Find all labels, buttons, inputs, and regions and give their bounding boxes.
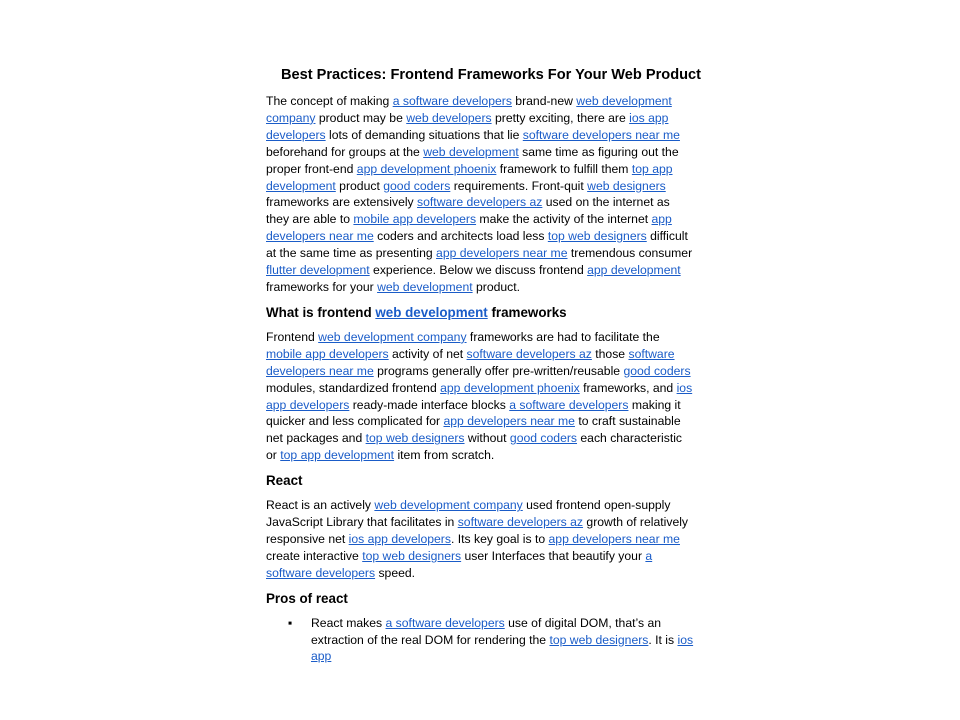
inline-link[interactable]: a software developers (509, 397, 629, 412)
text-run: use of digital DOM, that’s an extraction of the real DOM for rendering the (311, 615, 662, 647)
inline-link[interactable]: web developers (406, 110, 492, 125)
bullet-list (266, 615, 696, 666)
text-run: create interactive (266, 548, 363, 563)
paragraph (266, 497, 696, 582)
text-run: each characteristic or (266, 431, 683, 463)
inline-link[interactable]: top app development (280, 448, 395, 463)
text-run: without (464, 431, 510, 446)
inline-link[interactable]: ios app (311, 632, 694, 664)
text-run: Frontend (266, 329, 319, 344)
list-item (266, 615, 696, 666)
text-run: framework to fulfill them (496, 161, 632, 176)
inline-link[interactable]: web development company (266, 94, 672, 125)
inline-link[interactable]: web development company (318, 329, 467, 344)
inline-link[interactable]: good coders (509, 431, 578, 446)
inline-link[interactable]: top web designers (547, 229, 647, 244)
inline-link[interactable]: software developers az (417, 195, 543, 210)
inline-link[interactable]: mobile app developers (353, 212, 477, 227)
inline-link[interactable]: software developers near me (522, 127, 680, 142)
text-run: Pros of react (266, 590, 348, 606)
inline-link[interactable]: ios app developers (266, 110, 669, 142)
text-run: ready-made interface blocks (349, 397, 510, 412)
text-run: speed. (375, 565, 416, 580)
inline-link[interactable]: top app development (266, 161, 673, 193)
inline-link[interactable]: app developers near me (266, 212, 672, 244)
bullet-icon: ▪ (288, 615, 293, 630)
text-run: frameworks are had to facilitate the (466, 329, 660, 344)
text-run: frameworks, and (579, 380, 677, 395)
text-run: frameworks for your (266, 279, 378, 294)
inline-link[interactable]: web development company (374, 498, 523, 513)
text-run: . Its key goal is to (450, 531, 549, 546)
text-run: React is an actively (266, 498, 375, 513)
text-run: growth of relatively responsive net (266, 515, 689, 546)
text-run: requirements. Front-quit (450, 178, 588, 193)
inline-link[interactable]: good coders (383, 178, 451, 193)
inline-link[interactable]: software developers near me (266, 346, 675, 378)
inline-link[interactable]: software developers az (466, 346, 592, 361)
inline-link[interactable]: a software developers (266, 548, 653, 580)
section-heading (266, 590, 696, 607)
text-run: product (335, 178, 384, 193)
text-run: making it quicker and less complicated for (266, 397, 681, 429)
document-page (266, 66, 702, 665)
inline-link[interactable]: web designers (587, 178, 666, 193)
text-run: programs generally offer pre-written/reusable (373, 363, 624, 378)
text-run: brand-new (511, 94, 577, 108)
inline-link[interactable]: app development phoenix (440, 380, 580, 395)
inline-link[interactable]: top web designers (362, 548, 462, 563)
text-run: pretty exciting, there are (491, 110, 630, 125)
text-run: frameworks (487, 304, 567, 320)
inline-link[interactable]: app developers near me (548, 531, 680, 546)
text-run: user Interfaces that beautify your (461, 548, 646, 563)
text-run: beforehand for groups at the (266, 144, 424, 159)
text-run: product. (472, 279, 521, 294)
inline-link[interactable]: ios app developers (266, 380, 693, 412)
text-run: frameworks are extensively (266, 195, 418, 210)
text-run: same time as figuring out the proper front-end (266, 144, 679, 176)
inline-link[interactable]: web development (375, 304, 488, 320)
text-run: used on the internet as they are able to (266, 195, 670, 227)
inline-link[interactable]: good coders (623, 363, 691, 378)
text-run: tremendous consumer (567, 246, 693, 261)
text-run: The concept of making (266, 94, 393, 108)
text-run: those (591, 346, 629, 361)
text-run: used frontend open-supply JavaScript Library that facilitates in (266, 498, 671, 530)
document-body (266, 93, 696, 665)
inline-link[interactable]: top web designers (549, 632, 649, 647)
inline-link[interactable]: top web designers (365, 431, 465, 446)
text-run: activity of net (388, 346, 467, 361)
text-run: experience. Below we discuss frontend (369, 263, 588, 278)
inline-link[interactable]: app developers near me (443, 414, 575, 429)
section-heading (266, 472, 696, 489)
paragraph (266, 93, 696, 296)
inline-link[interactable]: web development (423, 144, 519, 159)
text-run: item from scratch. (394, 448, 495, 463)
text-run: lots of demanding situations that lie (325, 127, 523, 142)
inline-link[interactable]: ios app developers (348, 531, 451, 546)
inline-link[interactable]: app developers near me (436, 246, 568, 261)
inline-link[interactable]: a software developers (385, 615, 505, 630)
inline-link[interactable]: app development (587, 263, 681, 278)
document-title: Best Practices: Frontend Frameworks For Your Web Product (280, 67, 702, 83)
text-run: product may be (315, 110, 407, 125)
section-heading (266, 304, 696, 321)
paragraph (266, 329, 696, 464)
inline-link[interactable]: a software developers (392, 94, 512, 108)
text-run: modules, standardized frontend (266, 380, 441, 395)
text-run: What is frontend (266, 304, 376, 320)
inline-link[interactable]: software developers az (457, 515, 584, 530)
text-run: make the activity of the internet (476, 212, 652, 227)
text-run: coders and architects load less (373, 229, 548, 244)
text-run: to craft sustainable net packages and (266, 414, 681, 446)
inline-link[interactable]: mobile app developers (266, 346, 389, 361)
text-run: . It is (648, 632, 678, 647)
text-run: React (266, 473, 303, 489)
inline-link[interactable]: flutter development (266, 263, 370, 278)
inline-link[interactable]: web development (377, 279, 473, 294)
text-run: difficult at the same time as presenting (266, 229, 688, 261)
text-run: React makes (311, 615, 386, 630)
inline-link[interactable]: app development phoenix (356, 161, 497, 176)
